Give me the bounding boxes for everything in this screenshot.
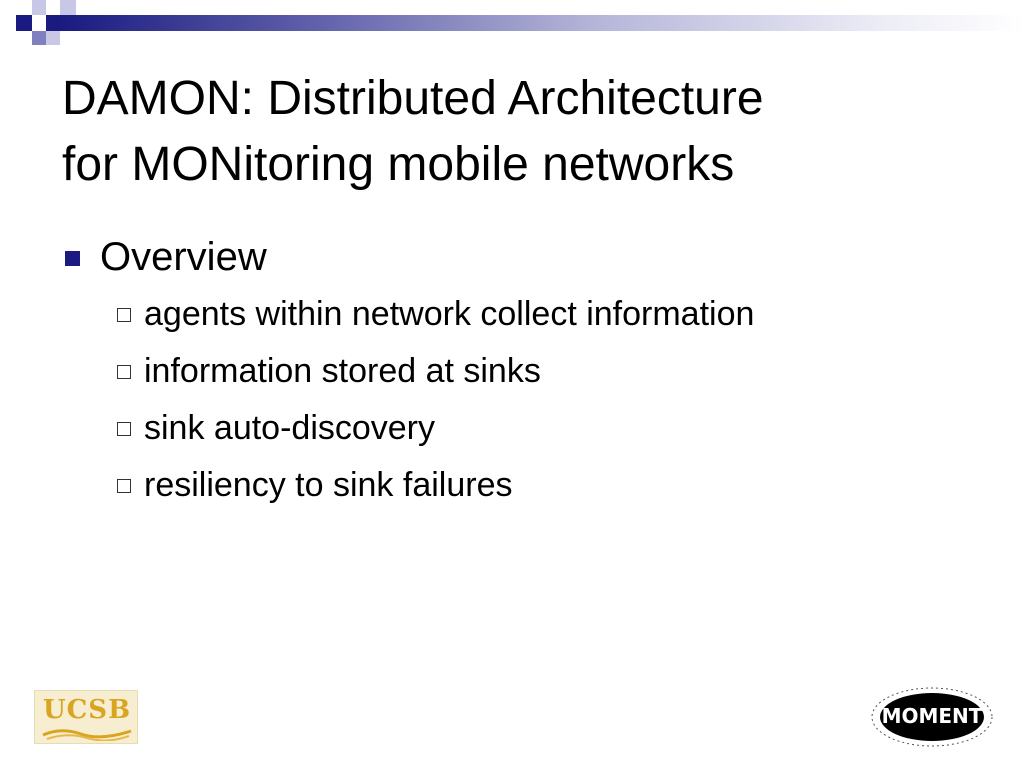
hollow-square-bullet-icon: [117, 365, 131, 379]
decor-square: [32, 0, 46, 15]
sub-bullet-item: [62, 457, 962, 514]
wave-icon: [41, 725, 133, 741]
header-gradient-bar: [60, 15, 1024, 31]
ucsb-logo: [34, 690, 138, 744]
ucsb-logo-text: UCSB: [42, 695, 132, 725]
decor-square: [60, 0, 76, 15]
sub-bullet-item: [62, 343, 962, 400]
moment-logo: [870, 686, 994, 748]
decor-square: [32, 31, 46, 45]
sub-bullet-item: [62, 286, 962, 343]
filled-square-bullet-icon: [65, 251, 80, 266]
sub-bullet-text: sink auto-discovery: [144, 409, 436, 447]
title-line: DAMON: Distributed Architecture: [62, 72, 764, 125]
hollow-square-bullet-icon: [117, 422, 131, 436]
bullet-text: Overview: [100, 235, 267, 279]
moment-logo-text: MOMENT: [881, 704, 983, 728]
hollow-square-bullet-icon: [117, 308, 131, 322]
decor-square: [16, 15, 32, 31]
decor-square: [46, 31, 60, 45]
title-line: for MONitoring mobile networks: [62, 138, 735, 191]
slide-body: [62, 228, 962, 514]
sub-bullet-text: agents within network collect information: [144, 295, 755, 333]
header-decoration: [0, 0, 1024, 60]
decor-square: [46, 15, 60, 31]
bullet-item: [62, 228, 962, 286]
slide-title: [62, 66, 962, 198]
sub-bullet-text: resiliency to sink failures: [144, 466, 513, 504]
sub-bullet-text: information stored at sinks: [144, 352, 541, 390]
sub-bullet-item: [62, 400, 962, 457]
hollow-square-bullet-icon: [117, 479, 131, 493]
